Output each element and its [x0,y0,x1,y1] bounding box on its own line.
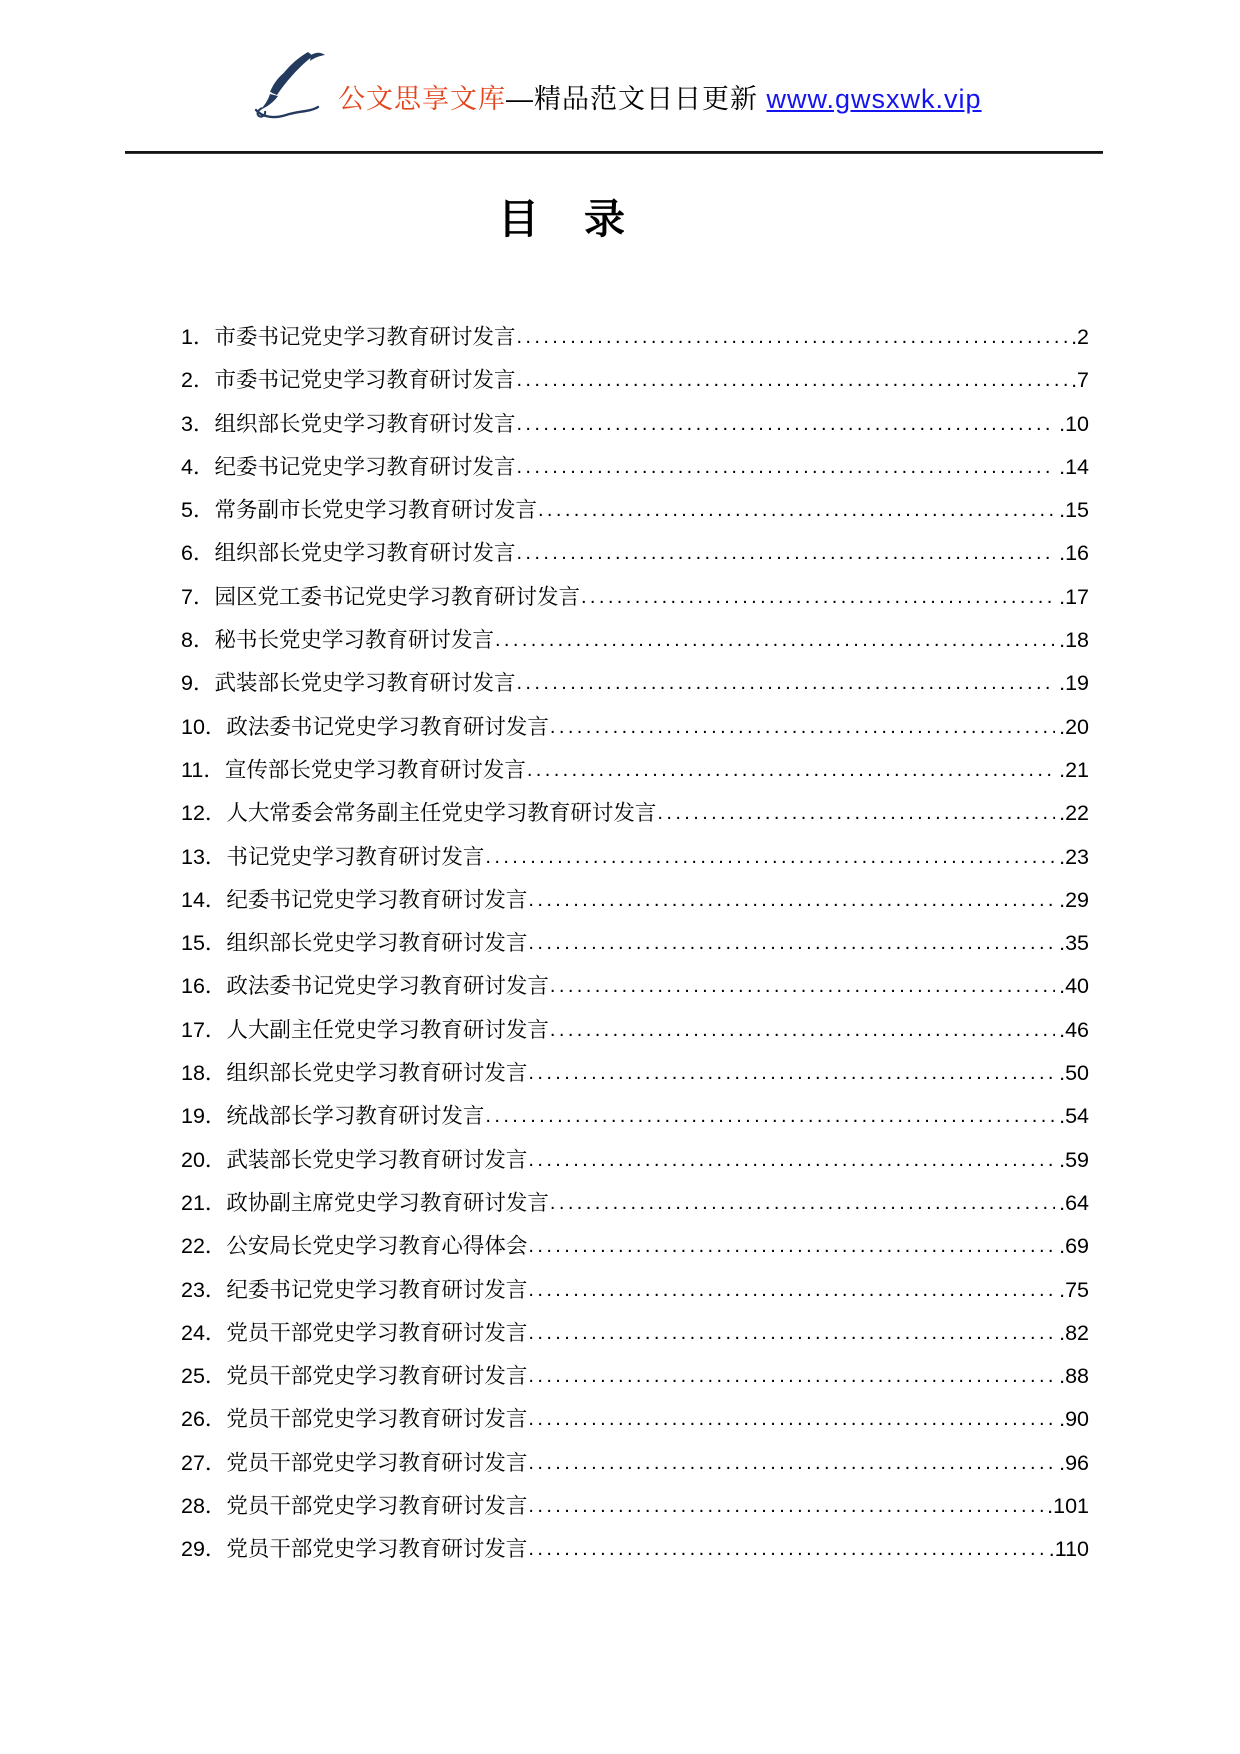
quill-icon [248,48,328,122]
toc-leader [581,584,1055,609]
site-tagline: —精品范文日日更新 [506,84,767,114]
toc-item-title: 16．政法委书记党史学习教育研讨发言 [181,974,549,999]
toc-leader [550,973,1055,998]
toc-row [181,753,1089,796]
toc-page-number: .46 [1059,1017,1089,1042]
toc-item-title: 15．组织部长党史学习教育研讨发言 [181,931,528,956]
toc-leader [528,1277,1055,1302]
toc-row [181,1013,1089,1056]
toc-row [181,666,1089,709]
toc-item-title: 28．党员干部党史学习教育研讨发言 [181,1494,528,1519]
toc-row [181,1359,1089,1402]
toc-row [181,796,1089,839]
toc-item-title: 10．政法委书记党史学习教育研讨发言 [181,714,549,739]
toc-row [181,1446,1089,1489]
toc-leader [528,1060,1055,1085]
toc-item-title: 18．组织部长党史学习教育研讨发言 [181,1061,528,1086]
toc-row [181,1229,1089,1272]
toc-item-title: 25．党员干部党史学习教育研讨发言 [181,1364,528,1389]
toc-leader [516,540,1055,565]
toc-page-number: .110 [1048,1537,1089,1562]
toc-leader [516,367,1067,392]
toc [181,320,1089,1576]
toc-item-title: 14．纪委书记党史学习教育研讨发言 [181,887,528,912]
toc-item-title: 2．市委书记党史学习教育研讨发言 [181,368,516,393]
toc-row [181,580,1089,623]
toc-item-title: 1．市委书记党史学习教育研讨发言 [181,325,516,349]
toc-page-number: .10 [1059,411,1089,436]
toc-leader [657,800,1055,825]
toc-page-number: .54 [1059,1104,1089,1129]
toc-leader [485,1103,1055,1128]
toc-row [181,1056,1089,1099]
toc-item-title: 5．常务副市长党史学习教育研讨发言 [181,498,537,523]
toc-page-number: .22 [1059,801,1089,826]
toc-page-number: .2 [1071,325,1089,349]
toc-page-number: .23 [1059,844,1089,869]
toc-page-number: .17 [1059,584,1089,609]
toc-item-title: 20．武装部长党史学习教育研讨发言 [181,1147,528,1172]
toc-leader [516,411,1055,436]
toc-page-number: .35 [1059,931,1089,956]
toc-row [181,1099,1089,1142]
toc-item-title: 29．党员干部党史学习教育研讨发言 [181,1537,528,1562]
toc-item-title: 19．统战部长学习教育研讨发言 [181,1104,485,1129]
toc-row [181,407,1089,450]
toc-row [181,1489,1089,1532]
toc-row [181,623,1089,666]
toc-leader [528,1320,1055,1345]
toc-item-title: 3．组织部长党史学习教育研讨发言 [181,411,516,436]
toc-item-title: 17．人大副主任党史学习教育研讨发言 [181,1017,549,1042]
toc-row [181,493,1089,536]
toc-leader [528,887,1055,912]
toc-row [181,1402,1089,1445]
toc-leader [550,1017,1055,1042]
toc-row [181,320,1089,363]
toc-item-title: 23．纪委书记党史学习教育研讨发言 [181,1277,528,1302]
toc-leader [528,1233,1055,1258]
toc-page-number: .29 [1059,887,1089,912]
toc-page-number: .96 [1059,1450,1089,1475]
toc-leader [528,1493,1043,1518]
toc-page-number: .16 [1059,541,1089,566]
toc-leader [516,454,1055,479]
toc-row [181,363,1089,406]
toc-page-number: .75 [1059,1277,1089,1302]
toc-item-title: 12．人大常委会常务副主任党史学习教育研讨发言 [181,801,657,826]
toc-row [181,1273,1089,1316]
toc-row [181,1143,1089,1186]
toc-item-title: 13．书记党史学习教育研讨发言 [181,844,485,869]
toc-item-title: 24．党员干部党史学习教育研讨发言 [181,1320,528,1345]
toc-item-title: 11．宣传部长党史学习教育研讨发言 [181,757,526,782]
toc-row [181,536,1089,579]
toc-row [181,883,1089,926]
toc-leader [528,930,1055,955]
toc-leader [528,1406,1055,1431]
toc-page-number: .21 [1059,757,1089,782]
toc-leader [528,1363,1055,1388]
toc-leader [538,497,1055,522]
toc-page-number: .88 [1059,1364,1089,1389]
toc-item-title: 9．武装部长党史学习教育研讨发言 [181,671,516,696]
toc-leader [550,714,1055,739]
page-title: 目 录 [498,196,627,242]
toc-page-number: .14 [1059,454,1089,479]
toc-page-number: .15 [1059,498,1089,523]
toc-page-number: .101 [1047,1494,1089,1519]
toc-page-number: .40 [1059,974,1089,999]
toc-leader [528,1450,1055,1475]
toc-page-number: .64 [1059,1190,1089,1215]
toc-leader [550,1190,1055,1215]
toc-item-title: 21．政协副主席党史学习教育研讨发言 [181,1190,549,1215]
toc-item-title: 27．党员干部党史学习教育研讨发言 [181,1450,528,1475]
toc-page-number: .90 [1059,1407,1089,1432]
toc-item-title: 26．党员干部党史学习教育研讨发言 [181,1407,528,1432]
toc-page-number: .59 [1059,1147,1089,1172]
toc-leader [495,627,1055,652]
toc-item-title: 8．秘书长党史学习教育研讨发言 [181,628,494,653]
toc-row [181,1186,1089,1229]
toc-page-number: .7 [1071,368,1089,393]
toc-leader [485,844,1055,869]
toc-page-number: .69 [1059,1234,1089,1259]
header-rule [125,151,1103,154]
site-link[interactable]: www.gwsxwk.vip [766,84,982,114]
toc-leader [516,324,1067,349]
toc-leader [528,1147,1055,1172]
toc-item-title: 4．纪委书记党史学习教育研讨发言 [181,454,516,479]
toc-item-title: 22．公安局长党史学习教育心得体会 [181,1234,528,1259]
toc-page-number: .18 [1059,628,1089,653]
toc-row [181,926,1089,969]
toc-page-number: .19 [1059,671,1089,696]
toc-page-number: .20 [1059,714,1089,739]
toc-row [181,1532,1089,1575]
toc-row [181,710,1089,753]
toc-item-title: 6．组织部长党史学习教育研讨发言 [181,541,516,566]
toc-page-number: .50 [1059,1061,1089,1086]
site-name: 公文思享文库 [338,84,506,114]
toc-row [181,969,1089,1012]
toc-leader [528,1536,1044,1561]
toc-leader [516,670,1055,695]
toc-row [181,1316,1089,1359]
toc-leader [527,757,1055,782]
page-header [248,48,982,122]
toc-item-title: 7．园区党工委书记党史学习教育研讨发言 [181,584,580,609]
toc-page-number: .82 [1059,1320,1089,1345]
toc-row [181,840,1089,883]
toc-row [181,450,1089,493]
